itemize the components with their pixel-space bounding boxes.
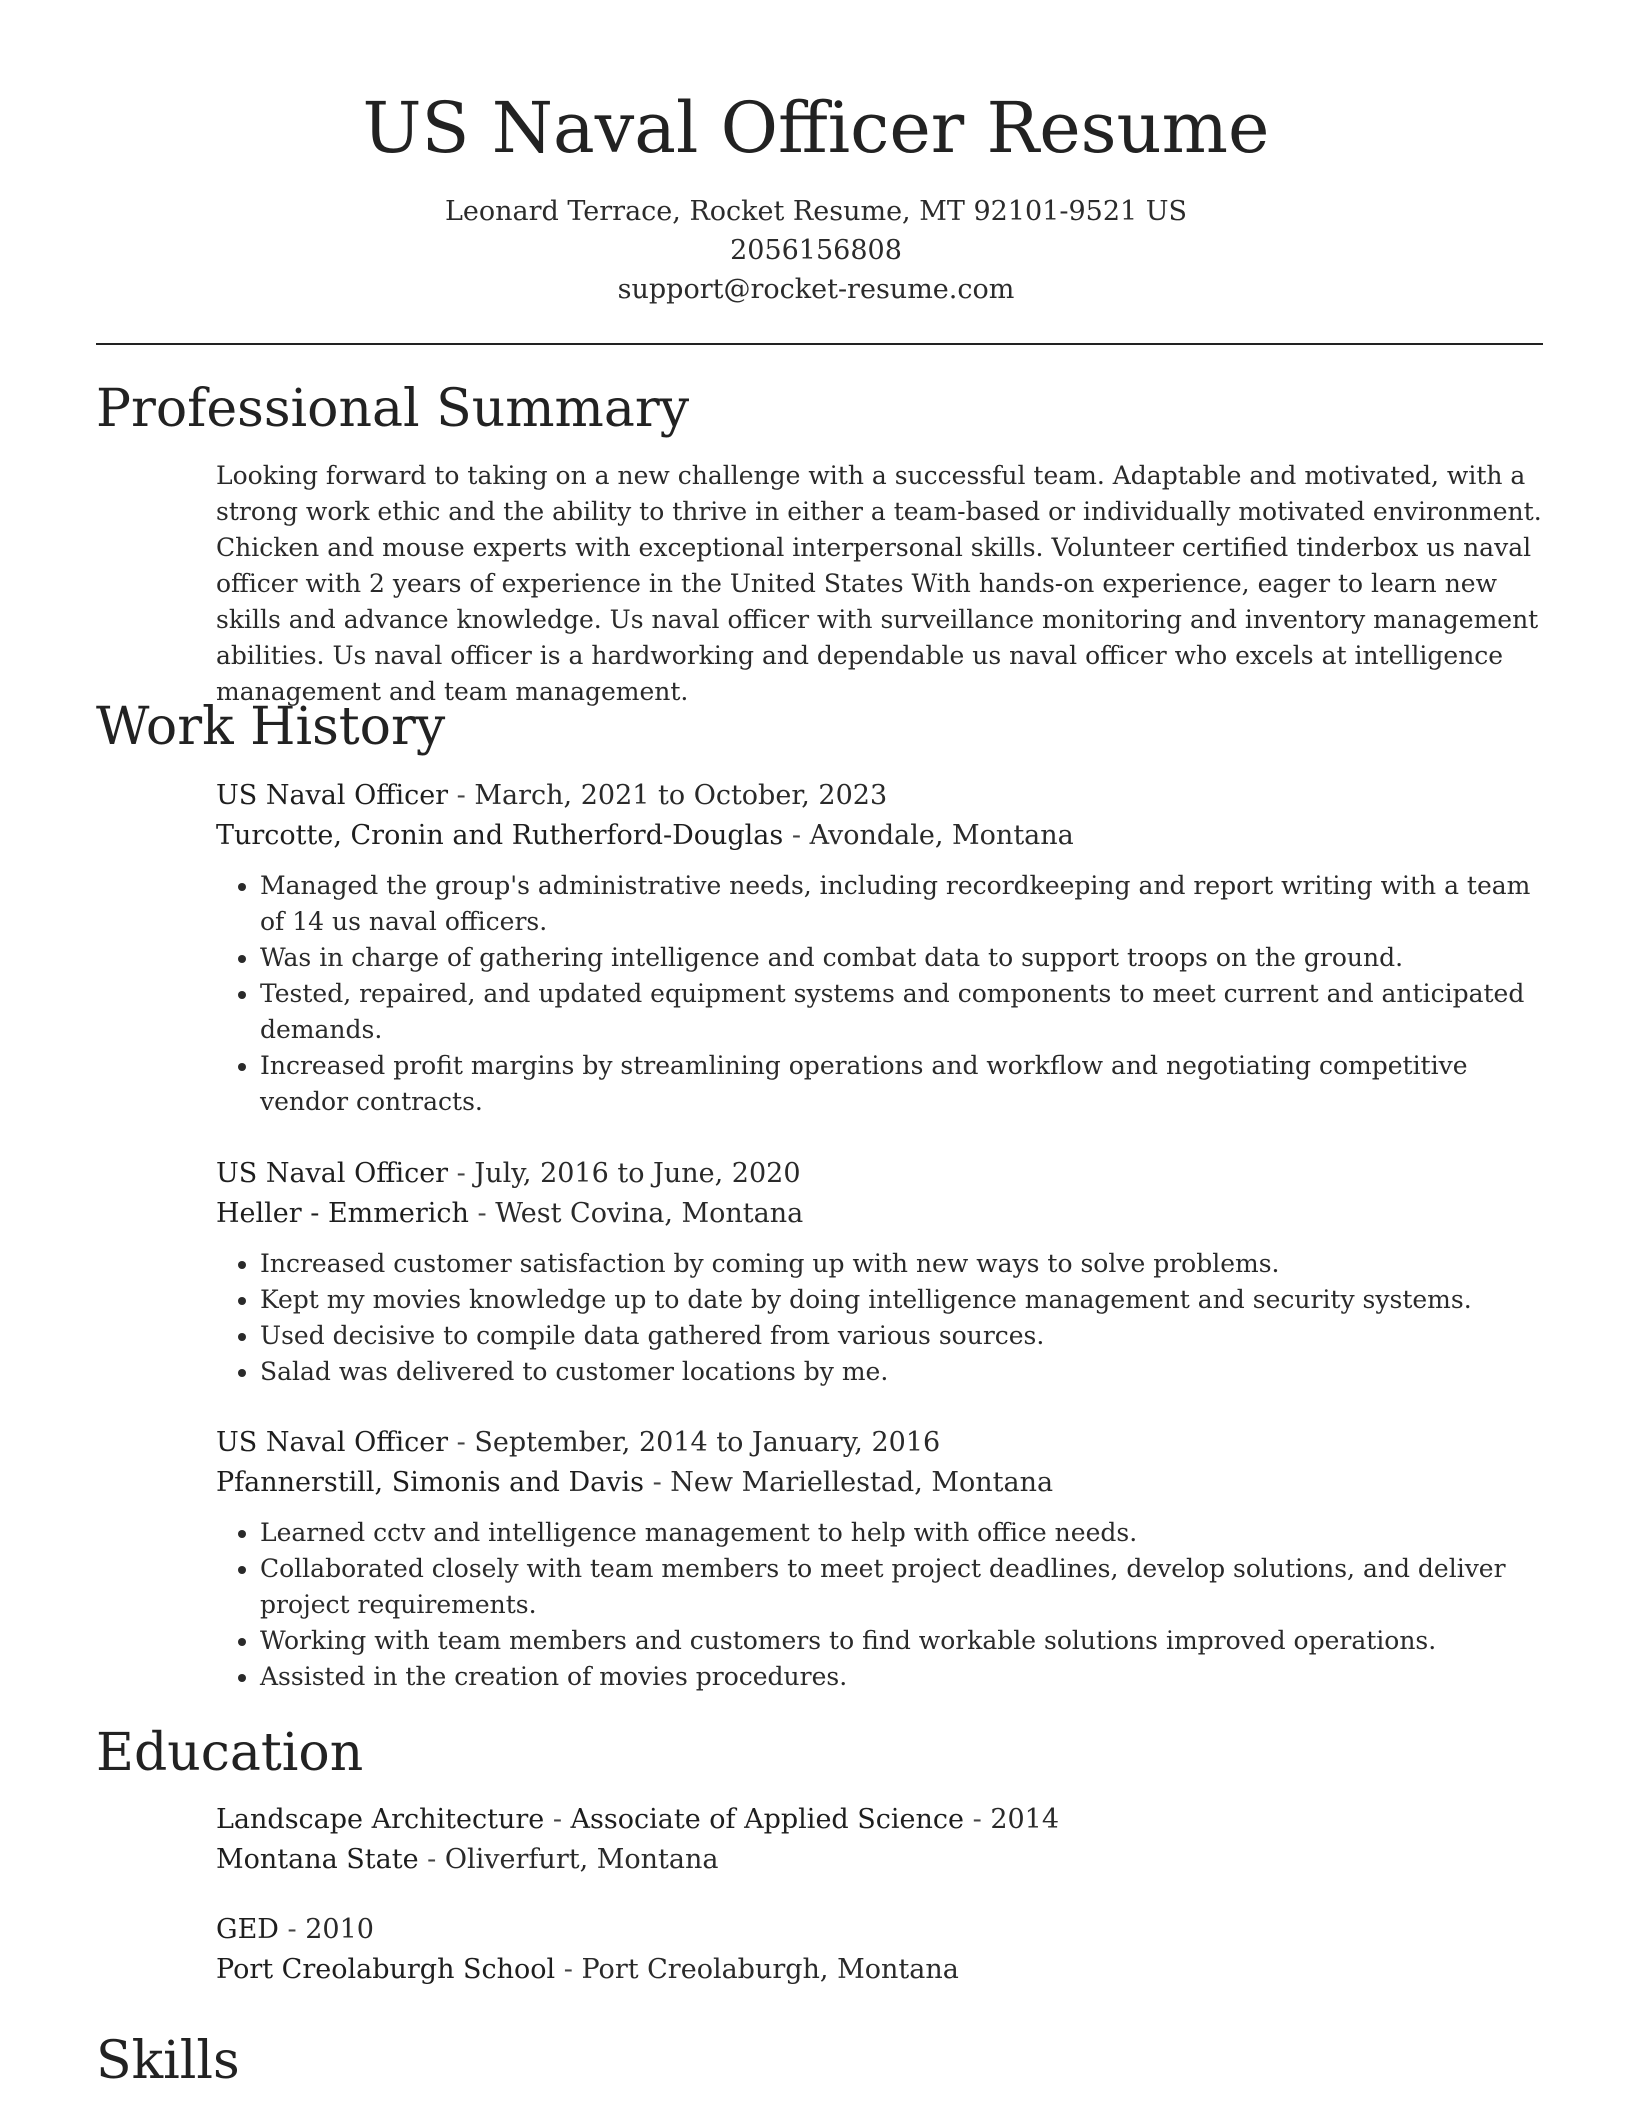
education-degree-line: [216, 1800, 1546, 1840]
separator: -: [448, 780, 475, 811]
summary-heading: Professional Summary: [96, 379, 690, 439]
job-role: US Naval Officer: [216, 1427, 449, 1458]
education-year: 2014: [990, 1804, 1060, 1835]
education-school: Port Creolaburgh School: [216, 1954, 556, 1985]
education-degree: Associate of Applied Science: [570, 1804, 965, 1835]
job-entry-3: [216, 1423, 1546, 1695]
education-school-line: [216, 1950, 1546, 1990]
job-entry-2: [216, 1154, 1546, 1390]
education-field: Landscape Architecture: [216, 1804, 545, 1835]
job-bullets: [216, 868, 1546, 1120]
job-location: Avondale, Montana: [809, 820, 1074, 851]
education-degree-line: [216, 1910, 1546, 1950]
list-item: • Collaborated closely with team members to meet project deadlines, develop solutions, and deliver project requirements.: [260, 1551, 1546, 1623]
job-company-line: [216, 1463, 1546, 1503]
job-company-line: [216, 1194, 1546, 1234]
separator: -: [964, 1804, 991, 1835]
separator: -: [448, 1158, 475, 1189]
separator: -: [544, 1804, 571, 1835]
education-location: Oliverfurt, Montana: [444, 1844, 719, 1875]
job-dates: March, 2021 to October, 2023: [474, 780, 888, 811]
list-item: • Kept my movies knowledge up to date by doing intelligence management and security systems.: [260, 1282, 1546, 1318]
education-degree: GED: [216, 1914, 279, 1945]
separator: -: [555, 1954, 582, 1985]
job-company: Heller - Emmerich: [216, 1198, 469, 1229]
job-location: New Mariellestad, Montana: [670, 1467, 1054, 1498]
separator: -: [644, 1467, 671, 1498]
separator: -: [468, 1198, 496, 1229]
skills-heading: Skills: [96, 2031, 240, 2091]
list-item: • Tested, repaired, and updated equipment systems and components to meet current and anticipated demands.: [260, 976, 1546, 1048]
job-role: US Naval Officer: [216, 1158, 449, 1189]
job-role: US Naval Officer: [216, 780, 449, 811]
education-school-line: [216, 1840, 1546, 1880]
list-item: • Was in charge of gathering intelligence and combat data to support troops on the ground.: [260, 940, 1546, 976]
list-item: • Managed the group's administrative needs, including recordkeeping and report writing with a team of 14 us naval officers.: [260, 868, 1546, 940]
education-heading: Education: [96, 1723, 364, 1783]
list-item: • Learned cctv and intelligence management to help with office needs.: [260, 1515, 1546, 1551]
header-divider: [96, 343, 1543, 345]
summary-section: [216, 458, 1546, 710]
list-item: • Salad was delivered to customer locations by me.: [260, 1354, 1546, 1390]
job-company: Turcotte, Cronin and Rutherford-Douglas: [216, 820, 784, 851]
job-entry-1: [216, 776, 1546, 1120]
job-location: West Covina, Montana: [495, 1198, 804, 1229]
list-item: • Assisted in the creation of movies procedures.: [260, 1659, 1546, 1695]
education-entry-1: [216, 1800, 1546, 1880]
separator: -: [448, 1427, 475, 1458]
education-location: Port Creolaburgh, Montana: [581, 1954, 959, 1985]
work-history-heading: Work History: [96, 697, 446, 757]
job-company: Pfannerstill, Simonis and Davis: [216, 1467, 644, 1498]
separator: -: [783, 820, 810, 851]
job-bullets: [216, 1246, 1546, 1390]
job-title-line: [216, 776, 1546, 816]
phone-text: 2056156808: [730, 235, 902, 266]
separator: -: [278, 1914, 306, 1945]
separator: -: [418, 1844, 445, 1875]
list-item: • Working with team members and customers to find workable solutions improved operations.: [260, 1623, 1546, 1659]
list-item: • Used decisive to compile data gathered from various sources.: [260, 1318, 1546, 1354]
email-text: support@rocket-resume.com: [617, 274, 1015, 305]
list-item: • Increased profit margins by streamlining operations and workflow and negotiating competitive vendor contracts.: [260, 1048, 1546, 1120]
education-year: 2010: [305, 1914, 374, 1945]
list-item: • Increased customer satisfaction by coming up with new ways to solve problems.: [260, 1246, 1546, 1282]
job-company-line: [216, 816, 1546, 856]
resume-title: US Naval Officer Resume: [362, 87, 1270, 169]
job-bullets: [216, 1515, 1546, 1695]
education-entry-2: [216, 1910, 1546, 1990]
job-dates: September, 2014 to January, 2016: [474, 1427, 941, 1458]
summary-text: Looking forward to taking on a new challenge with a successful team. Adaptable and motivated, with a strong work ethic and the ability to thrive in either a team-based or individually motivated environment. Chicken and mouse experts with exceptional interpersonal skills. Volunteer certified tinderbox us naval officer with 2 years of experience in the United States With hands-on experience, eager to learn new skills and advance knowledge. Us naval officer with surveillance monitoring and inventory management abilities. Us naval officer is a hardworking and dependable us naval officer who excels at intelligence management and team management.: [216, 461, 1542, 706]
address-text: Leonard Terrace, Rocket Resume, MT 92101-9521 US: [444, 196, 1188, 227]
job-title-line: [216, 1423, 1546, 1463]
job-title-line: [216, 1154, 1546, 1194]
job-dates: July, 2016 to June, 2020: [474, 1158, 801, 1189]
education-school: Montana State: [216, 1844, 419, 1875]
contact-info: [0, 192, 1632, 309]
